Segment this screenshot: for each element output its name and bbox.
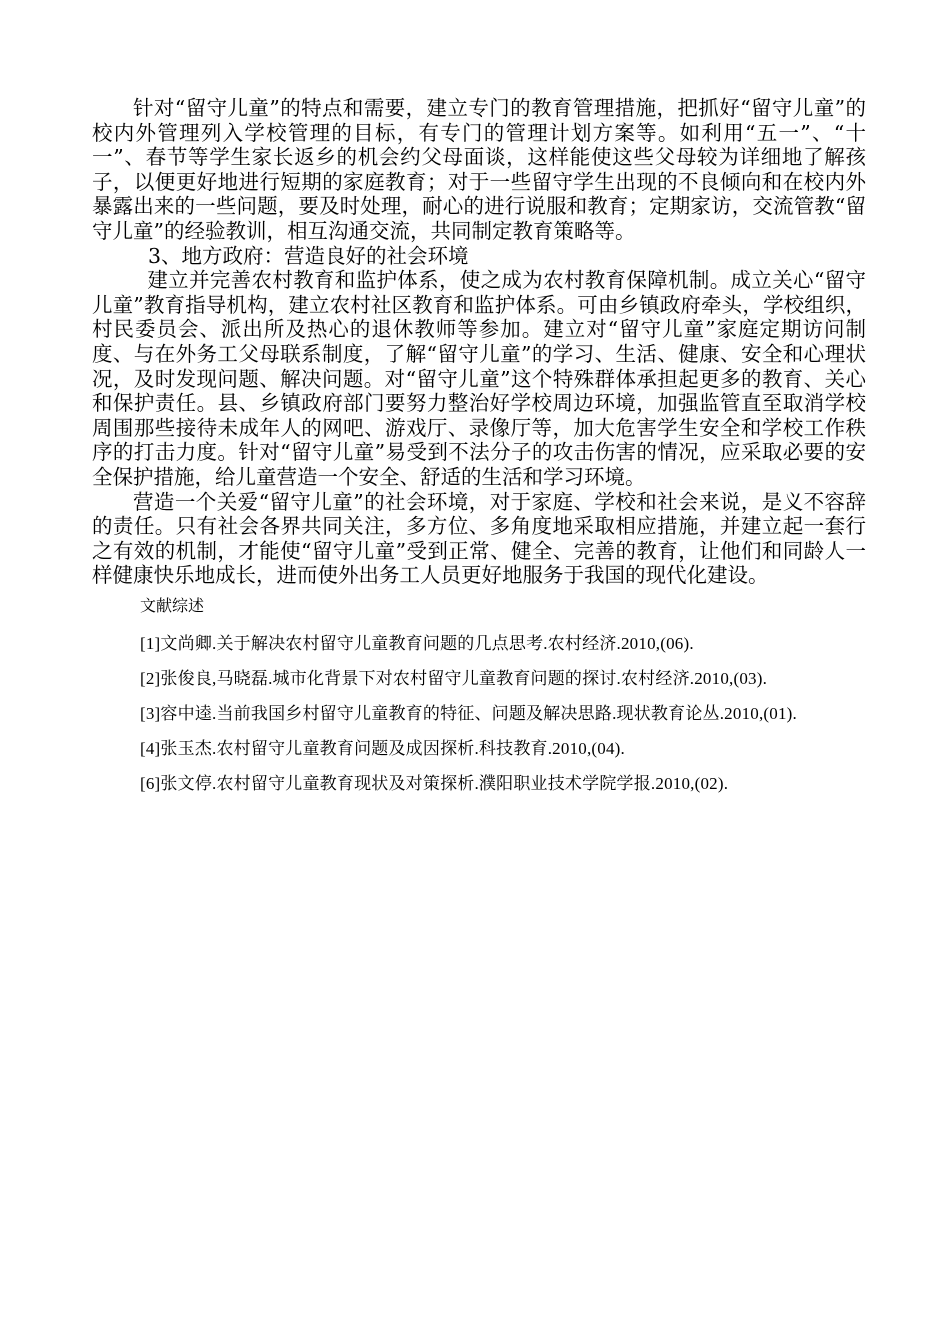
reference-item: [2]张俊良,马晓磊.城市化背景下对农村留守儿童教育问题的探讨.农村经济.2010,(03).	[140, 668, 768, 688]
reference-item: [3]容中逵.当前我国乡村留守儿童教育的特征、问题及解决思路.现状教育论丛.2010,(01).	[140, 703, 797, 723]
reference-item: [4]张玉杰.农村留守儿童教育问题及成因探析.科技教育.2010,(04).	[140, 738, 625, 758]
document-page	[92, 96, 866, 801]
paragraph-school-measures: 针对“留守儿童”的特点和需要，建立专门的教育管理措施，把抓好“留守儿童”的校内外管理列入学校管理的目标，有专门的管理计划方案等。如利用“五一”、“十一”、春节等学生家长返乡的机会约父母面谈，这样能使这些父母较为详细地了解孩子，以便更好地进行短期的家庭教育；对于一些留守学生出现的不良倾向和在校内外暴露出来的一些问题，要及时处理，耐心的进行说服和教育；定期家访，交流管教“留守儿童”的经验教训，相互沟通交流，共同制定教育策略等。	[92, 96, 866, 243]
paragraph-monitoring-system: 建立并完善农村教育和监护体系，使之成为农村教育保障机制。成立关心“留守儿童”教育指导机构，建立农村社区教育和监护体系。可由乡镇政府牵头，学校组织，村民委员会、派出所及热心的退休教师等参加。建立对“留守儿童”家庭定期访问制度、与在外务工父母联系制度，了解“留守儿童”的学习、生活、健康、安全和心理状况，及时发现问题、解决问题。对“留守儿童”这个特殊群体承担起更多的教育、关心和保护责任。县、乡镇政府部门要努力整治好学校周边环境，加强监管直至取消学校周围那些接待未成年人的网吧、游戏厅、录像厅等，加大危害学生安全和学校工作秩序的打击力度。针对“留守儿童”易受到不法分子的攻击伤害的情况，应采取必要的安全保护措施，给儿童营造一个安全、舒适的生活和学习环境。	[92, 268, 866, 489]
section-heading-local-government: 3、地方政府：营造良好的社会环境	[148, 243, 469, 268]
reference-item: [6]张文停.农村留守儿童教育现状及对策探析.濮阳职业技术学院学报.2010,(02).	[140, 773, 729, 793]
references-title: 文献综述	[140, 595, 205, 615]
paragraph-social-environment: 营造一个关爱“留守儿童”的社会环境，对于家庭、学校和社会来说，是义不容辞的责任。只有社会各界共同关注，多方位、多角度地采取相应措施，并建立起一套行之有效的机制，才能使“留守儿童”受到正常、健全、完善的教育，让他们和同龄人一样健康快乐地成长，进而使外出务工人员更好地服务于我国的现代化建设。	[92, 489, 866, 588]
reference-item: [1]文尚卿.关于解决农村留守儿童教育问题的几点思考.农村经济.2010,(06).	[140, 633, 694, 653]
references-list	[92, 626, 866, 801]
